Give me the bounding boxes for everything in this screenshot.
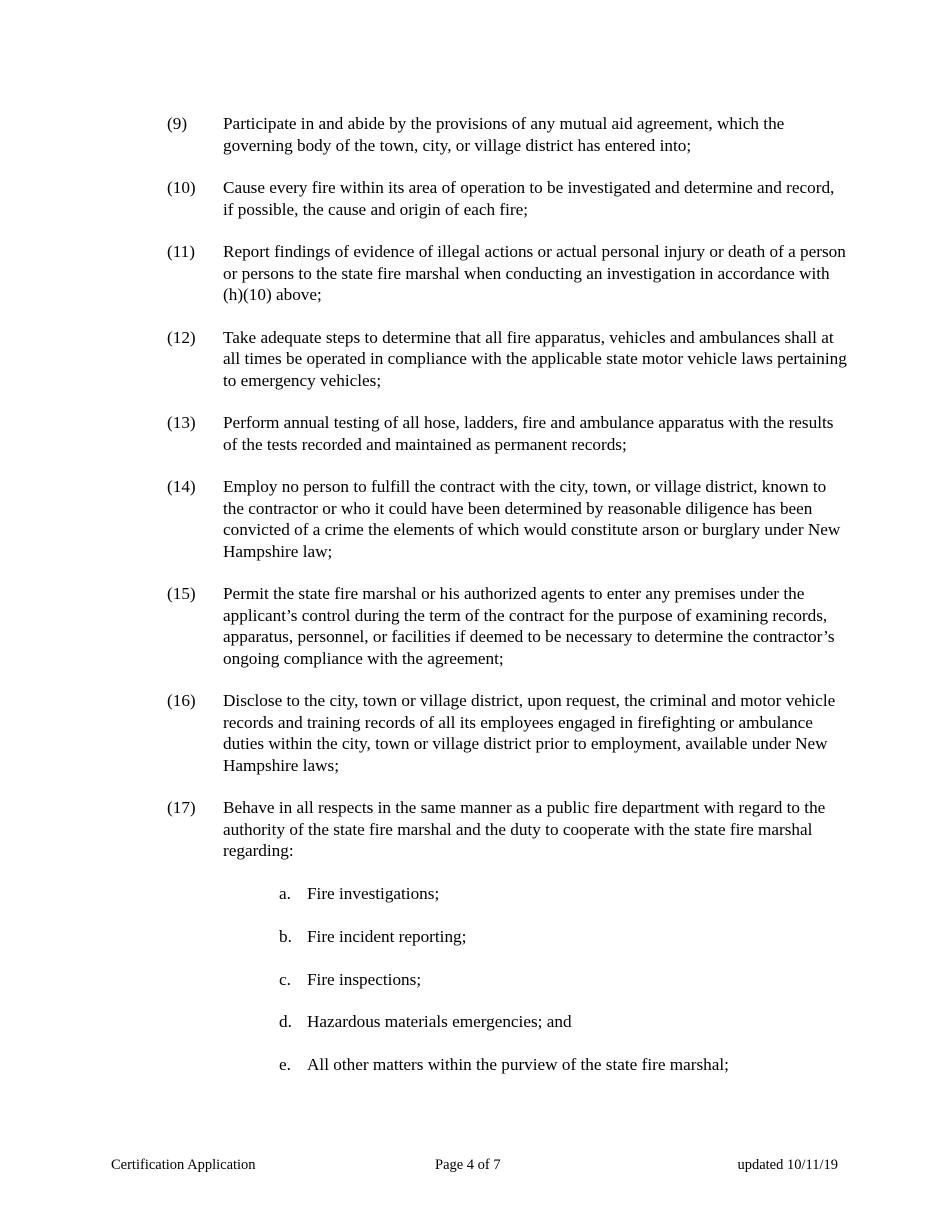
item-text: Disclose to the city, town or village district, upon request, the criminal and motor vehicle records and training records of all its employees engaged in firefighting or ambulance duties within the city, town or village district prior to employment, available under New Hampshire laws;	[223, 691, 836, 775]
sublist-text: All other matters within the purview of the state fire marshal;	[307, 1055, 729, 1075]
item-number: (13)	[167, 413, 196, 432]
lettered-sublist	[279, 883, 839, 1097]
list-item	[167, 177, 847, 220]
list-item	[167, 113, 847, 156]
list-item	[167, 327, 847, 392]
list-item	[167, 241, 847, 306]
sublist-item	[279, 926, 839, 948]
item-number: (11)	[167, 242, 195, 261]
item-text: Cause every fire within its area of operation to be investigated and determine and record, if possible, the cause and origin of each fire;	[223, 178, 835, 219]
list-item	[167, 476, 847, 562]
item-text: Report findings of evidence of illegal actions or actual personal injury or death of a person or persons to the state fire marshal when conducting an investigation in accordance with (h)(10) above;	[223, 242, 846, 304]
item-text: Behave in all respects in the same manner as a public fire department with regard to the authority of the state fire marshal and the duty to cooperate with the state fire marshal regarding:	[223, 798, 826, 860]
sublist-letter: c.	[279, 969, 291, 989]
item-text: Participate in and abide by the provisions of any mutual aid agreement, which the governing body of the town, city, or village district has entered into;	[223, 114, 785, 155]
list-item	[167, 412, 847, 455]
item-number: (10)	[167, 178, 196, 197]
item-number: (12)	[167, 327, 196, 347]
sublist-letter: b.	[279, 926, 292, 946]
footer-document-title: Certification Application	[111, 1157, 256, 1173]
item-number: (17)	[167, 798, 196, 817]
item-number: (16)	[167, 691, 196, 710]
item-number: (15)	[167, 584, 196, 603]
numbered-list	[167, 113, 847, 883]
sublist-item	[279, 1011, 839, 1033]
list-item	[167, 583, 847, 669]
list-item	[167, 797, 847, 862]
item-text: Perform annual testing of all hose, ladders, fire and ambulance apparatus with the results of the tests recorded and maintained as permanent records;	[223, 413, 834, 454]
sublist-letter: a.	[279, 884, 291, 903]
item-number: (14)	[167, 477, 196, 496]
sublist-item	[279, 883, 839, 905]
footer-updated-date: updated 10/11/19	[737, 1157, 838, 1173]
sublist-item	[279, 969, 839, 991]
page-footer	[111, 1155, 838, 1175]
sublist-item	[279, 1054, 839, 1076]
sublist-letter: e.	[279, 1055, 291, 1075]
sublist-letter: d.	[279, 1012, 292, 1032]
sublist-text: Fire investigations;	[307, 884, 440, 903]
sublist-text: Fire inspections;	[307, 969, 422, 989]
list-item	[167, 690, 847, 776]
sublist-text: Fire incident reporting;	[307, 926, 467, 946]
item-number: (9)	[167, 114, 188, 133]
item-text: Employ no person to fulfill the contract with the city, town, or village district, known to the contractor or who it could have been determined by reasonable diligence has been convicted of a crime the elements of which would constitute arson or burglary under New Hampshire law;	[223, 477, 841, 561]
footer-page-number: Page 4 of 7	[435, 1157, 501, 1173]
sublist-text: Hazardous materials emergencies; and	[307, 1012, 572, 1032]
item-text: Take adequate steps to determine that all fire apparatus, vehicles and ambulances shall at all times be operated in compliance with the applicable state motor vehicle laws pertaining to emergency vehicles;	[223, 327, 847, 390]
item-text: Permit the state fire marshal or his authorized agents to enter any premises under the applicant’s control during the term of the contract for the purpose of examining records, apparatus, personnel, or facilities if deemed to be necessary to determine the contractor’s ongoing compliance with the agreement;	[223, 584, 835, 668]
